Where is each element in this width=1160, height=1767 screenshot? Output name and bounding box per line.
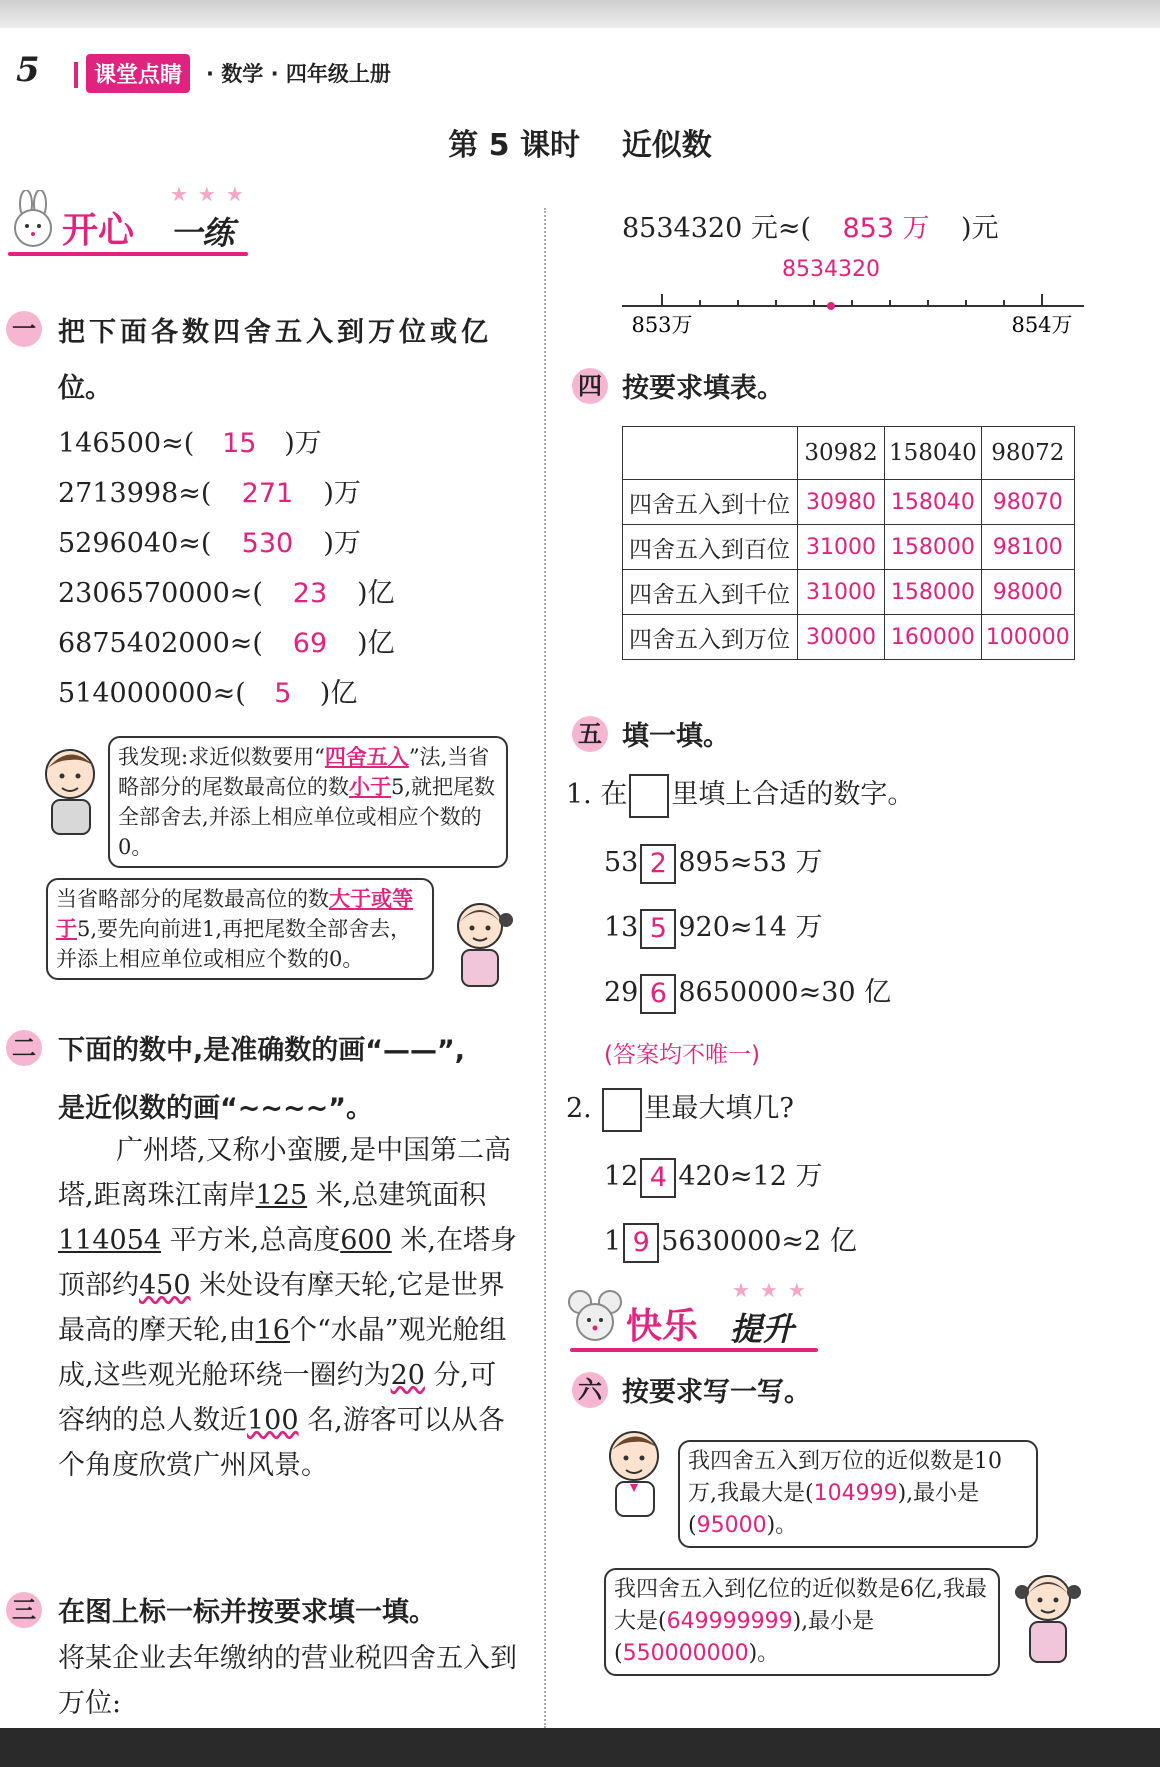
bottom-bar — [0, 1728, 1160, 1767]
girl-icon — [440, 896, 520, 996]
number-line-marker-label: 8534320 — [782, 257, 880, 282]
section-1-number: 一 — [6, 311, 42, 347]
q1-item: 2306570000≈( 23 )亿 — [58, 578, 395, 609]
table-cell: 160000 — [885, 615, 982, 660]
top-edge — [0, 0, 1160, 28]
table-row-header: 四舍五入到百位 — [623, 525, 798, 570]
series-tag: 课堂点睛 — [86, 54, 190, 93]
improve-banner-main: 快乐 — [626, 1306, 699, 1347]
section-5-number: 五 — [572, 716, 608, 752]
q1-item: 6875402000≈( 69 )亿 — [58, 628, 395, 659]
table-cell: 31000 — [798, 570, 885, 615]
section-2-title-line2: 是近似数的画“~~~~”。 — [58, 1093, 373, 1124]
banner-underline — [570, 1348, 818, 1352]
blank-box-icon — [629, 774, 669, 818]
table-header-row — [623, 427, 1075, 480]
q5-part2-item: 1 9 5630000≈2 亿 — [604, 1219, 857, 1263]
boy-answer-bubble: 我四舍五入到万位的近似数是10万,我最大是(104999),最小是(95000)。 — [678, 1440, 1038, 1548]
column-divider — [544, 208, 546, 1728]
page-number: 5 — [16, 50, 40, 90]
practice-banner — [4, 182, 254, 262]
table-row-header: 四舍五入到千位 — [623, 570, 798, 615]
workbook-page — [0, 28, 1160, 1728]
book-title: · 数学 · 四年级上册 — [206, 62, 391, 86]
q1-item: 5296040≈( 530 )万 — [58, 528, 361, 559]
header-divider — [74, 62, 78, 88]
table-cell: 31000 — [798, 525, 885, 570]
q5-part1-item: 53 2 895≈53 万 — [604, 840, 822, 884]
girl-tip-bubble: 当省略部分的尾数最高位的数大于或等于5,要先向前进1,再把尾数全部舍去，并添上相应单位或相应个数的0。 — [46, 878, 434, 980]
table-row-header: 四舍五入到万位 — [623, 615, 798, 660]
girl-answer-bubble: 我四舍五入到亿位的近似数是6亿,我最大是(649999999),最小是(550000000)。 — [604, 1568, 1000, 1676]
table-row — [623, 525, 1075, 570]
girl-icon — [1008, 1566, 1088, 1676]
table-cell: 98070 — [981, 480, 1074, 525]
boy-icon — [600, 1426, 670, 1526]
number-line-left-label: 853万 — [631, 313, 693, 337]
table-column-header: 30982 — [798, 427, 885, 480]
section-2-number: 二 — [6, 1030, 42, 1066]
q5-part1-prompt: 1. 在 里填上合适的数字。 — [566, 772, 914, 818]
practice-banner-sub: 一练 — [170, 214, 235, 252]
canton-tower-passage: 广州塔,又称小蛮腰,是中国第二高塔,距离珠江南岸125 米,总建筑面积114054 平方米,总高度600 米,在塔身顶部约450 米处设有摩天轮,它是世界最高的摩天轮,由16个“水晶”观光舱组成,这些观光舱环绕一圈约为20 分,可容纳的总人数近100 名,游客可以从各个角度欣赏广州风景。 — [58, 1135, 517, 1481]
table-column-header: 158040 — [885, 427, 982, 480]
table-corner — [623, 427, 798, 480]
section-1-title-line1: 把下面各数四舍五入到万位或亿 — [58, 317, 492, 348]
number-line-right-label: 854万 — [1011, 313, 1073, 337]
table-cell: 98000 — [981, 570, 1074, 615]
table-row-header: 四舍五入到十位 — [623, 480, 798, 525]
section-3-title: 在图上标一标并按要求填一填。 — [58, 1597, 436, 1628]
q1-item: 514000000≈( 5 )亿 — [58, 678, 358, 709]
table-cell: 98100 — [981, 525, 1074, 570]
section-6-title: 按要求写一写。 — [622, 1377, 811, 1408]
rabbit-icon — [4, 190, 62, 250]
section-6-number: 六 — [572, 1372, 608, 1408]
section-2-title-line1: 下面的数中,是准确数的画“——”, — [58, 1035, 466, 1066]
boy-tip-bubble: 我发现:求近似数要用“四舍五入”法,当省略部分的尾数最高位的数小于5,就把尾数全部舍去,并添上相应单位或相应个数的0。 — [108, 736, 508, 868]
q1-item: 2713998≈( 271 )万 — [58, 478, 361, 509]
q5-part2-item: 12 4 420≈12 万 — [604, 1154, 822, 1198]
table-row — [623, 570, 1075, 615]
stars-icon: ★★★ — [170, 182, 254, 206]
practice-banner-main: 开心 — [62, 210, 135, 251]
q5-part1-item: 29 6 8650000≈30 亿 — [604, 970, 891, 1014]
table-cell: 158000 — [885, 570, 982, 615]
table-cell: 30000 — [798, 615, 885, 660]
boy-icon — [38, 744, 108, 844]
banner-underline — [8, 252, 248, 256]
mouse-icon — [566, 1286, 626, 1346]
rounding-table — [622, 426, 1075, 660]
section-1-title-line2: 位。 — [58, 373, 112, 404]
section-5-title: 填一填。 — [622, 721, 730, 752]
stars-icon: ★★★ — [732, 1278, 816, 1302]
q5-part2-prompt: 2. 里最大填几? — [566, 1086, 794, 1132]
section-3-number: 三 — [6, 1592, 42, 1628]
table-row — [623, 480, 1075, 525]
section-4-number: 四 — [572, 368, 608, 404]
lesson-title: 第 5 课时 近似数 — [448, 128, 712, 163]
section-3-prompt: 将某企业去年缴纳的营业税四舍五入到万位: — [58, 1643, 517, 1719]
q3-answer-line: 8534320 元≈( 853 万 )元 — [622, 213, 999, 244]
q5-note: (答案均不唯一) — [604, 1042, 760, 1068]
table-row — [623, 615, 1075, 660]
table-column-header: 98072 — [981, 427, 1074, 480]
improve-banner — [566, 1278, 826, 1358]
table-cell: 158000 — [885, 525, 982, 570]
section-4-title: 按要求填表。 — [622, 373, 784, 404]
q1-item: 146500≈( 15 )万 — [58, 428, 322, 459]
number-line — [618, 246, 1088, 346]
table-cell: 158040 — [885, 480, 982, 525]
number-line-marker — [827, 302, 835, 310]
blank-box-icon — [602, 1088, 642, 1132]
table-cell: 100000 — [981, 615, 1074, 660]
q5-part1-item: 13 5 920≈14 万 — [604, 905, 822, 949]
improve-banner-sub: 提升 — [730, 1310, 795, 1348]
table-cell: 30980 — [798, 480, 885, 525]
